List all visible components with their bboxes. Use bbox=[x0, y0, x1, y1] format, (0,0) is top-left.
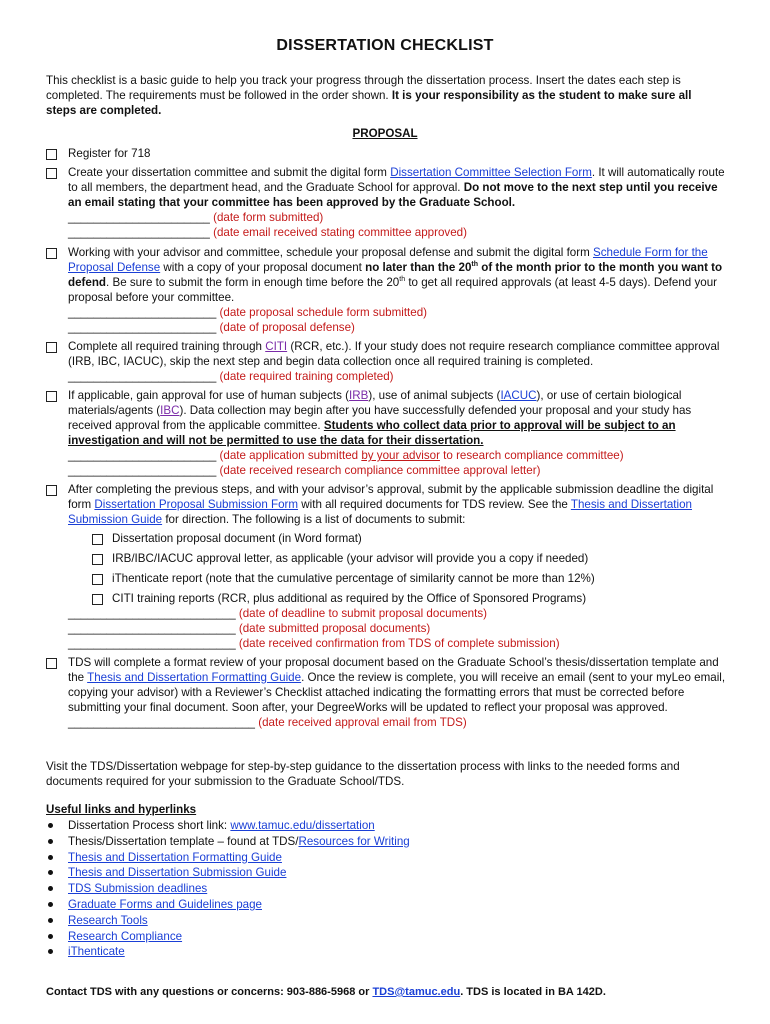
citi-link[interactable]: CITI bbox=[265, 340, 288, 353]
item-text bbox=[68, 388, 726, 478]
iacuc-link[interactable]: IACUC bbox=[500, 389, 537, 402]
date-label: to research compliance committee) bbox=[439, 449, 624, 462]
text-run: . It will automatically route to all members, the department head, and the Graduate School for approval. bbox=[68, 166, 725, 194]
date-label: (date proposal schedule form submitted) bbox=[216, 306, 428, 319]
link-label: Thesis/Dissertation template – found at TDS/ bbox=[68, 834, 299, 848]
bold-warning: Do not move to the next step until you receive an email stating that your committee has been approved by the Graduate School. bbox=[68, 181, 718, 209]
date-line-schedule-submitted bbox=[68, 305, 726, 320]
checkbox[interactable] bbox=[46, 248, 57, 259]
date-blank[interactable]: ______________________ bbox=[68, 211, 210, 224]
list-item bbox=[46, 897, 410, 913]
list-item bbox=[46, 881, 410, 897]
date-lines bbox=[68, 606, 726, 651]
checkbox[interactable] bbox=[92, 554, 103, 565]
item-text bbox=[68, 165, 726, 240]
list-item bbox=[46, 850, 410, 866]
contact-footer bbox=[46, 985, 726, 1000]
tds-email-link[interactable]: TDS@tamuc.edu bbox=[372, 986, 461, 998]
text-run: (RCR, etc.). If your study does not require research compliance committee approval (IRB, IBC, IACUC), skip the next step and begin data collection once all required training is completed. bbox=[68, 340, 720, 368]
item-text bbox=[68, 655, 726, 730]
list-item bbox=[46, 929, 410, 945]
date-blank[interactable]: __________________________ bbox=[68, 637, 236, 650]
text-run: TDS will complete a format review of your proposal document based on the Graduate School’s thesis/dissertation template and the bbox=[68, 656, 719, 684]
bullet-icon bbox=[48, 823, 53, 828]
list-item bbox=[46, 834, 410, 850]
committee-selection-form-link[interactable]: Dissertation Committee Selection Form bbox=[390, 166, 592, 179]
date-label: (date received research compliance committee approval letter) bbox=[216, 464, 541, 477]
date-label: (date of proposal defense) bbox=[216, 321, 355, 334]
document-item-text: iThenticate report (note that the cumulative percentage of similarity cannot be more than 12%) bbox=[112, 572, 595, 585]
checkbox[interactable] bbox=[46, 149, 57, 160]
item-text bbox=[68, 482, 726, 527]
checkbox[interactable] bbox=[92, 534, 103, 545]
page-title: DISSERTATION CHECKLIST bbox=[276, 37, 494, 54]
text-run: with a copy of your proposal document bbox=[160, 261, 366, 274]
intro-text: This checklist is a basic guide to help you track your progress through the dissertation process. Insert the dates each step is completed. The requirements must be followed in the order shown. bbox=[46, 74, 681, 102]
text-run: Create your dissertation committee and submit the digital form bbox=[68, 166, 391, 179]
date-label: (date required training completed) bbox=[216, 370, 394, 383]
date-label: (date of deadline to submit proposal documents) bbox=[235, 607, 487, 620]
text-run: . Once the review is complete, you will receive an email (sent to your myLeo email, copying your advisor) with a Reviewer’s Checklist attached indicating the formatting errors that must be corrected before submitting your final document. Soon after, your DegreeWorks will be updated to reflect your proposal was approved. bbox=[68, 671, 726, 714]
text-run: to get all required approvals (at least 4-5 days). Defend your proposal before your committee. bbox=[68, 276, 718, 304]
formatting-guide-link[interactable]: Thesis and Dissertation Formatting Guide bbox=[87, 671, 302, 684]
date-line-approval-letter bbox=[68, 463, 726, 478]
text-run: Working with your advisor and committee, schedule your proposal defense and submit the digital form bbox=[68, 246, 593, 259]
superscript: th bbox=[399, 276, 406, 284]
date-blank[interactable]: _______________________ bbox=[68, 306, 217, 319]
text-run: After completing the previous steps, and with your advisor’s approval, submit by the applicable submission deadline the digital form bbox=[68, 483, 714, 511]
submission-guide-link[interactable]: Thesis and Dissertation Submission Guide bbox=[68, 866, 287, 880]
checkbox[interactable] bbox=[92, 574, 103, 585]
research-tools-link[interactable]: Research Tools bbox=[68, 913, 148, 927]
useful-links-list bbox=[46, 818, 410, 960]
text-run: If applicable, gain approval for use of human subjects ( bbox=[68, 389, 349, 402]
list-item bbox=[46, 913, 410, 929]
checkbox[interactable] bbox=[46, 658, 57, 669]
date-label: (date form submitted) bbox=[209, 211, 324, 224]
date-line-committee-approved bbox=[68, 225, 726, 240]
date-blank[interactable]: __________________________ bbox=[68, 607, 236, 620]
list-item bbox=[46, 865, 410, 881]
document-item-text: Dissertation proposal document (in Word format) bbox=[112, 532, 362, 545]
bold-text: no later than the 20 bbox=[365, 261, 472, 274]
document-item-text: IRB/IBC/IACUC approval letter, as applicable (your advisor will provide you a copy if needed) bbox=[112, 552, 589, 565]
date-label-underlined: by your advisor bbox=[361, 449, 440, 462]
text-run: ), use of animal subjects ( bbox=[368, 389, 501, 402]
checkbox[interactable] bbox=[92, 594, 103, 605]
irb-link[interactable]: IRB bbox=[349, 389, 369, 402]
contact-text: . TDS is located in BA 142D. bbox=[460, 986, 606, 998]
date-blank[interactable]: _______________________ bbox=[68, 370, 217, 383]
useful-links-heading: Useful links and hyperlinks bbox=[46, 803, 197, 816]
date-line-proposal-defense bbox=[68, 320, 726, 335]
submission-deadlines-link[interactable]: TDS Submission deadlines bbox=[68, 882, 208, 896]
date-line-submitted bbox=[68, 621, 726, 636]
date-blank[interactable]: ______________________ bbox=[68, 226, 210, 239]
superscript: th bbox=[471, 261, 479, 269]
text-run: . Be sure to submit the form in enough time before the 20 bbox=[106, 276, 400, 289]
item-text: Register for 718 bbox=[68, 147, 151, 160]
date-line-approval-email bbox=[68, 715, 726, 730]
bullet-icon bbox=[48, 902, 53, 907]
date-blank[interactable]: _______________________ bbox=[68, 321, 217, 334]
text-run: with all required documents for TDS review. See the bbox=[298, 498, 571, 511]
date-label: (date received confirmation from TDS of complete submission) bbox=[235, 637, 560, 650]
intro-bold: It is your responsibility as the student to make sure all steps are completed. bbox=[46, 89, 692, 117]
checkbox[interactable] bbox=[46, 485, 57, 496]
date-label: (date application submitted bbox=[216, 449, 362, 462]
ithenticate-link[interactable]: iThenticate bbox=[68, 945, 125, 959]
dissertation-short-link[interactable]: www.tamuc.edu/dissertation bbox=[230, 819, 375, 832]
visit-webpage-paragraph: Visit the TDS/Dissertation webpage for step-by-step guidance to the dissertation process with links to the needed forms and documents required for your submission to the Graduate School/TDS. bbox=[46, 760, 680, 788]
date-line-form-submitted bbox=[68, 210, 726, 225]
checkbox[interactable] bbox=[46, 342, 57, 353]
submission-guide-link[interactable]: Thesis and Dissertation Submission Guide bbox=[68, 498, 693, 526]
bullet-icon bbox=[48, 886, 53, 891]
text-run: Complete all required training through bbox=[68, 340, 266, 353]
item-text bbox=[68, 339, 726, 384]
bullet-icon bbox=[48, 918, 53, 923]
research-compliance-link[interactable]: Research Compliance bbox=[68, 929, 183, 943]
bullet-icon bbox=[48, 870, 53, 875]
intro-paragraph bbox=[46, 73, 718, 118]
item-text bbox=[68, 245, 726, 335]
checkbox[interactable] bbox=[46, 391, 57, 402]
schedule-form-link[interactable]: Schedule Form for the Proposal Defense bbox=[68, 246, 708, 274]
list-item bbox=[46, 944, 410, 960]
link-label: Dissertation Process short link: bbox=[68, 819, 231, 832]
ibc-link[interactable]: IBC bbox=[160, 404, 180, 417]
document-item-text: CITI training reports (RCR, plus additional as required by the Office of Sponsored Programs) bbox=[112, 592, 587, 605]
bold-warning: Students who collect data prior to approval will be subject to an investigation and will not be permitted to use the data for their dissertation. bbox=[68, 419, 676, 447]
date-line-training-completed bbox=[68, 369, 726, 384]
formatting-guide-link[interactable]: Thesis and Dissertation Formatting Guide bbox=[68, 850, 282, 864]
bullet-icon bbox=[48, 839, 53, 844]
bold-text: of the month prior to the month you want to defend bbox=[68, 261, 723, 289]
date-label: (date email received stating committee approved) bbox=[209, 226, 467, 239]
list-item bbox=[46, 818, 410, 834]
date-label: (date submitted proposal documents) bbox=[235, 622, 431, 635]
date-blank[interactable]: __________________________ bbox=[68, 622, 236, 635]
text-run: ). Data collection may begin after you have successfully defended your proposal and your study has received approval from the applicable committee. bbox=[68, 404, 692, 432]
section-heading-proposal: PROPOSAL bbox=[352, 127, 418, 140]
bullet-icon bbox=[48, 934, 53, 939]
text-run: ), or use of certain biological materials/agents ( bbox=[68, 389, 682, 417]
text-run: for direction. The following is a list of documents to submit: bbox=[162, 513, 466, 526]
proposal-submission-form-link[interactable]: Dissertation Proposal Submission Form bbox=[94, 498, 299, 511]
bullet-icon bbox=[48, 855, 53, 860]
date-blank[interactable]: _______________________ bbox=[68, 449, 217, 462]
date-blank[interactable]: _______________________ bbox=[68, 464, 217, 477]
date-line-application-submitted bbox=[68, 448, 726, 463]
date-blank[interactable]: _____________________________ bbox=[68, 716, 255, 729]
contact-text: Contact TDS with any questions or concerns: 903-886-5968 or bbox=[46, 986, 373, 998]
graduate-forms-link[interactable]: Graduate Forms and Guidelines page bbox=[68, 897, 262, 911]
bullet-icon bbox=[48, 949, 53, 954]
date-line-confirmation bbox=[68, 636, 726, 651]
resources-for-writing-link[interactable]: Resources for Writing bbox=[298, 834, 410, 848]
date-label: (date received approval email from TDS) bbox=[255, 716, 467, 729]
date-line-deadline bbox=[68, 606, 726, 621]
checkbox[interactable] bbox=[46, 168, 57, 179]
